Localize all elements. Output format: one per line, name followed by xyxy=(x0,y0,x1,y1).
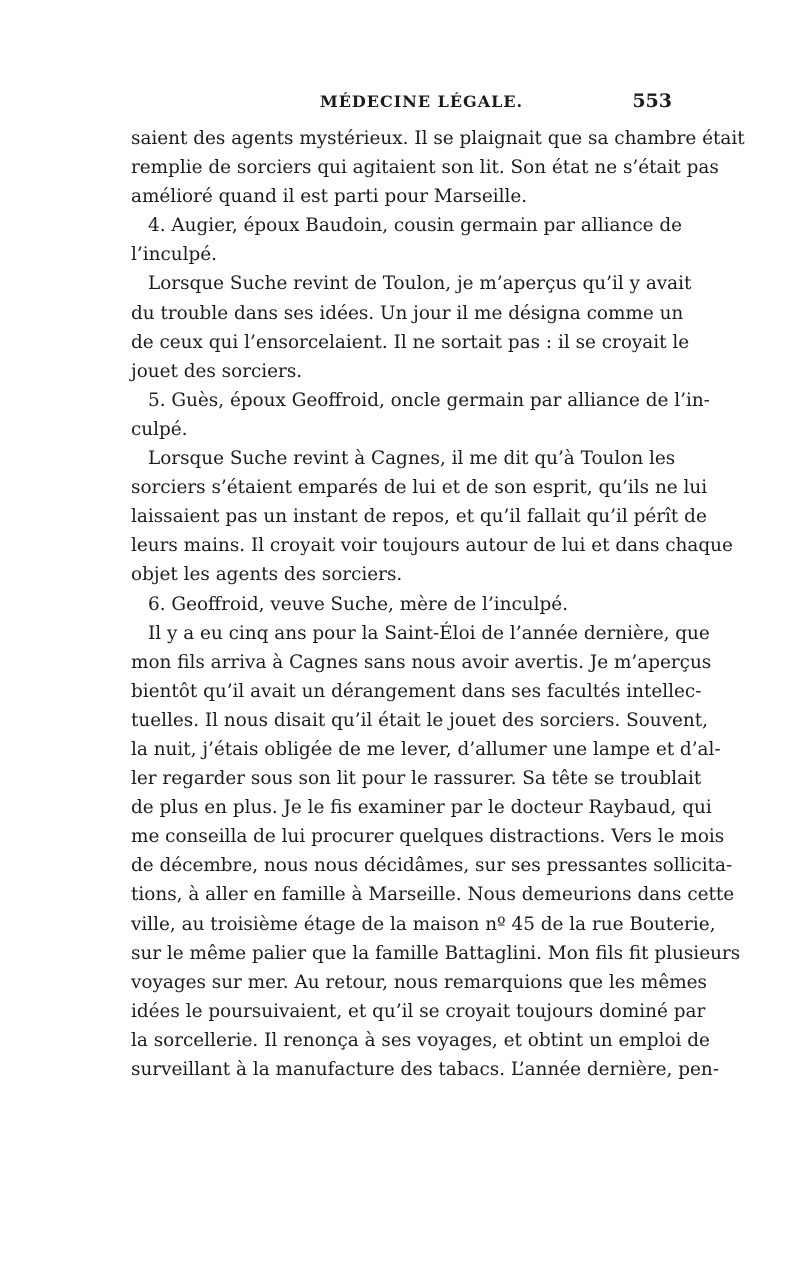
text-line: ler regarder sous son lit pour le rassurer. Sa tête se troublait xyxy=(131,768,702,790)
text-line: surveillant à la manufacture des tabacs. L’année dernière, pen- xyxy=(131,1059,719,1080)
text-line: 5. Guès, époux Geoffroid, oncle germain par alliance de l’in- xyxy=(148,389,710,411)
text-line: remplie de sorciers qui agitaient son lit. Son état ne s’était pas xyxy=(131,157,719,179)
text-line: du trouble dans ses idées. Un jour il me désigna comme un xyxy=(131,302,684,324)
text-line: ville, au troisième étage de la maison nº 45 de la rue Bouterie, xyxy=(131,913,716,935)
text-line: la nuit, j’étais obligée de me lever, d’allumer une lampe et d’al- xyxy=(131,738,721,760)
text-line: saient des agents mystérieux. Il se plaignait que sa chambre était xyxy=(131,128,745,149)
text-line: voyages sur mer. Au retour, nous remarquions que les mêmes xyxy=(131,971,707,993)
text-line: amélioré quand il est parti pour Marseille. xyxy=(131,186,528,208)
text-line: Il y a eu cinq ans pour la Saint-Éloi de l’année dernière, que xyxy=(148,622,710,644)
text-line: objet les agents des sorciers. xyxy=(131,564,403,586)
text-line: sur le même palier que la famille Battaglini. Mon fils fit plusieurs xyxy=(131,942,741,964)
text-line: idées le poursuivaient, et qu’il se croyait toujours dominé par xyxy=(131,1000,706,1022)
text-line: me conseilla de lui procurer quelques distractions. Vers le mois xyxy=(131,826,725,848)
text-line: de décembre, nous nous décidâmes, sur ses pressantes sollicita- xyxy=(131,855,733,877)
text-line: laissaient pas un instant de repos, et qu’il fallait qu’il pérît de xyxy=(131,506,707,528)
text-line: la sorcellerie. Il renonça à ses voyages, et obtint un emploi de xyxy=(131,1029,710,1051)
text-line: leurs mains. Il croyait voir toujours autour de lui et dans chaque xyxy=(131,535,733,557)
text-line: culpé. xyxy=(131,418,188,440)
text-line: mon fils arriva à Cagnes sans nous avoir avertis. Je m’aperçus xyxy=(131,651,712,673)
text-line: Lorsque Suche revint de Toulon, je m’aperçus qu’il y avait xyxy=(148,273,692,295)
text-line: sorciers s’étaient emparés de lui et de son esprit, qu’ils ne lui xyxy=(131,477,708,499)
text-line: tions, à aller en famille à Marseille. Nous demeurions dans cette xyxy=(131,884,735,906)
text-line: bientôt qu’il avait un dérangement dans ses facultés intellec- xyxy=(131,680,702,702)
text-line: l’inculpé. xyxy=(131,244,217,266)
body-text xyxy=(131,124,745,1084)
text-line: de ceux qui l’ensorcelaient. Il ne sortait pas : il se croyait le xyxy=(131,331,690,353)
text-line: jouet des sorciers. xyxy=(131,360,303,382)
text-line: de plus en plus. Je le fis examiner par le docteur Raybaud, qui xyxy=(131,797,712,819)
text-line: 6. Geoffroid, veuve Suche, mère de l’inculpé. xyxy=(148,593,569,615)
text-line: Lorsque Suche revint à Cagnes, il me dit qu’à Toulon les xyxy=(148,448,676,470)
text-line: tuelles. Il nous disait qu’il était le jouet des sorciers. Souvent, xyxy=(131,709,708,731)
text-line: 4. Augier, époux Baudoin, cousin germain par alliance de xyxy=(148,215,683,237)
running-head xyxy=(132,88,672,118)
running-title: MÉDECINE LÉGALE. xyxy=(320,92,524,111)
page-number: 553 xyxy=(632,90,672,112)
